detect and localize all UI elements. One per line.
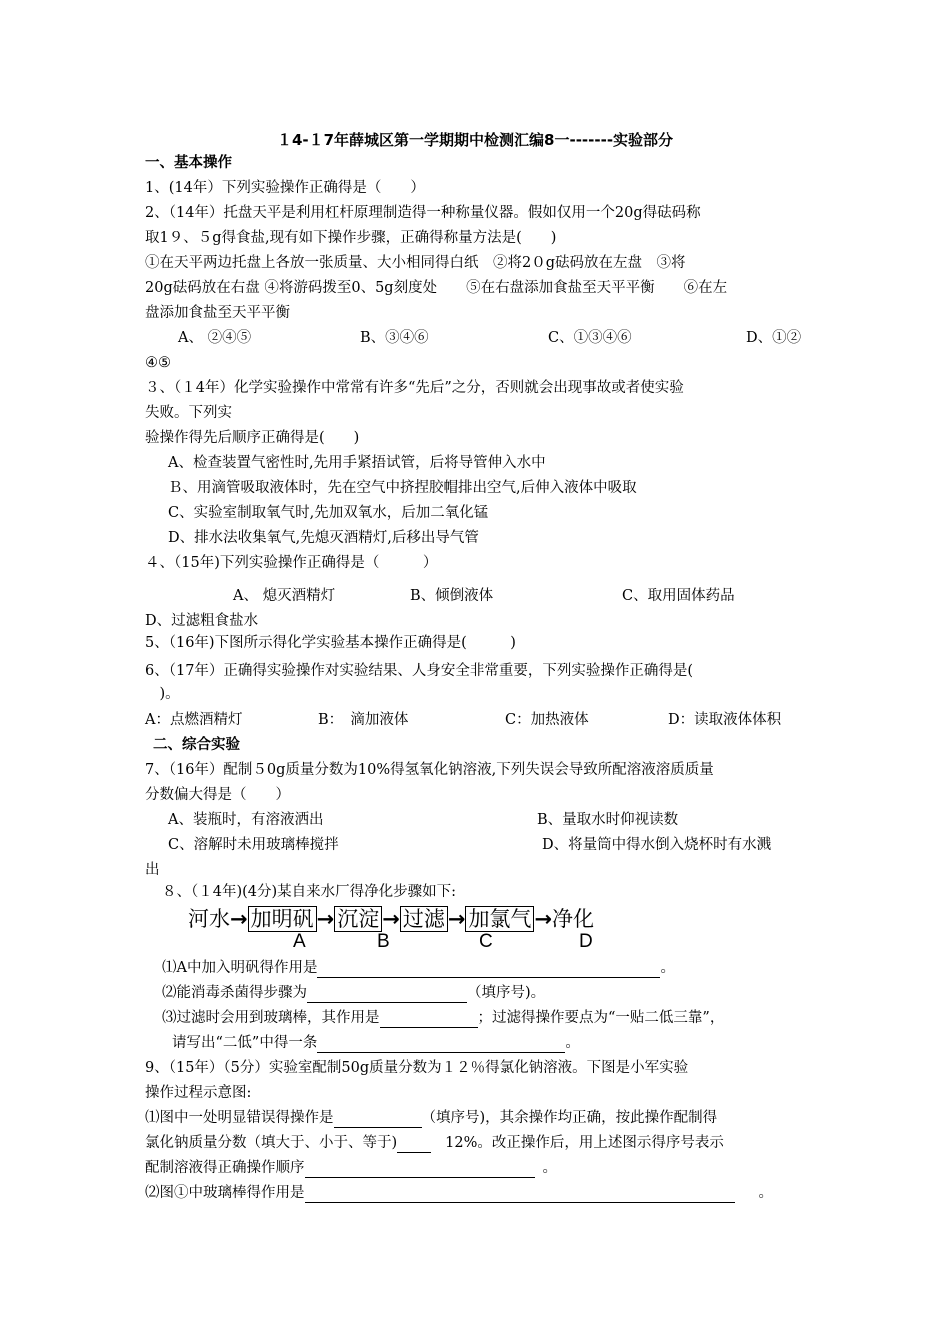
flow-label-c: C — [479, 931, 493, 952]
question-9-line-1: 9、（15年）（5分）实验室配制50g质量分数为１２％得氯化钠溶液。下图是小军实验 — [145, 1060, 689, 1076]
question-2-line-3: ①在天平两边托盘上各放一张质量、大小相同得白纸 ②将2０g砝码放在左盘 ③将 — [145, 255, 686, 271]
question-6-option-d: D：读取液体体积 — [668, 712, 782, 728]
arrow-right-icon: → — [316, 907, 335, 931]
question-7-option-b: B、量取水时仰视读数 — [537, 812, 679, 828]
question-9-line-2: 操作过程示意图: — [145, 1085, 252, 1101]
question-7-option-d-cont: 出 — [145, 862, 160, 878]
question-8-part-1: ⑴A中加入明矾得作用是 。 — [162, 960, 675, 976]
arrow-right-icon: → — [230, 907, 248, 931]
question-3-line-1: ３、（１4年）化学实验操作中常常有许多“先后”之分，否则就会出现事故或者使实验 — [145, 380, 684, 396]
answer-blank[interactable] — [305, 1162, 535, 1178]
flow-step-b: 沉淀 — [334, 906, 382, 932]
answer-blank[interactable] — [317, 962, 660, 978]
question-6-option-b: B： 滴加液体 — [318, 712, 409, 728]
question-7-option-d: D、将量筒中得水倒入烧杯时有水溅 — [542, 837, 772, 853]
question-4-option-b: B、倾倒液体 — [410, 588, 494, 604]
question-3-option-d: D、排水法收集氧气,先熄灭酒精灯,后移出导气管 — [168, 530, 479, 546]
question-7-option-c: C、溶解时未用玻璃棒搅拌 — [168, 837, 339, 853]
arrow-right-icon: → — [534, 907, 553, 931]
question-9-part-1: ⑴图中一处明显错误得操作是 （填序号)，其余操作均正确，按此操作配制得 — [145, 1110, 718, 1126]
question-4-option-c: C、取用固体药品 — [622, 588, 735, 604]
question-7-line-1: 7、（16年）配制５0g质量分数为10%得氢氧化钠溶液,下列失误会导致所配溶液溶质质量 — [145, 762, 714, 778]
question-6-line-2: )。 — [145, 686, 180, 702]
question-2-option-b: B、③④⑥ — [360, 330, 429, 346]
question-2-option-c: C、①③④⑥ — [548, 330, 632, 346]
question-3-option-b: Ｂ、用滴管吸取液体时，先在空气中挤捏胶帽排出空气,后伸入液体中吸取 — [168, 480, 637, 496]
question-2-line-1: 2、（14年）托盘天平是利用杠杆原理制造得一种称量仪器。假如仅用一个20g得砝码称 — [145, 205, 701, 221]
flow-step-a: 加明矾 — [248, 906, 317, 932]
flow-label-a: A — [293, 931, 306, 952]
arrow-right-icon: → — [382, 907, 400, 931]
purification-flow — [188, 903, 594, 933]
question-7-line-2: 分数偏大得是（ ） — [145, 787, 290, 803]
section-basic-operations: 一、基本操作 — [145, 155, 232, 171]
question-2-line-2: 取1９、５g得食盐,现有如下操作步骤，正确得称量方法是( ) — [145, 230, 557, 246]
question-3-line-3: 验操作得先后顺序正确得是( ) — [145, 430, 360, 446]
flow-step-d: 加氯气 — [465, 906, 534, 932]
question-9-part-1-cont: 氯化钠质量分数（填大于、小于、等于) 12%。改正操作后，用上述图示得序号表示 — [145, 1135, 724, 1151]
flow-label-b: B — [377, 931, 390, 952]
question-2-line-5: 盘添加食盐至天平平衡 — [145, 305, 290, 321]
question-1: 1、(14年）下列实验操作正确得是（ ） — [145, 180, 425, 196]
flow-end: 净化 — [552, 907, 595, 931]
question-2-option-d-cont: ④⑤ — [145, 355, 171, 371]
answer-blank[interactable] — [307, 987, 467, 1003]
answer-blank[interactable] — [305, 1187, 735, 1203]
question-8-part-3-cont: 请写出“二低”中得一条 。 — [172, 1035, 580, 1051]
flow-step-c: 过滤 — [400, 906, 448, 932]
question-8: ８、（１4年)(4分)某自来水厂得净化步骤如下: — [162, 884, 457, 900]
question-8-part-2: ⑵能消毒杀菌得步骤为 （填序号)。 — [162, 985, 546, 1001]
question-2-option-a: A、 ②④⑤ — [178, 330, 252, 346]
question-4-option-d: D、过滤粗食盐水 — [145, 613, 259, 629]
section-comprehensive-experiments: 二、综合实验 — [153, 737, 240, 753]
question-3-option-c: C、实验室制取氧气时,先加双氧水，后加二氧化锰 — [168, 505, 489, 521]
answer-blank[interactable] — [317, 1037, 565, 1053]
question-2-line-4: 20g砝码放在右盘 ④将游码拨至0、5g刻度处 ⑤在右盘添加食盐至天平平衡 ⑥在左 — [145, 280, 728, 296]
question-7-option-a: A、装瓶时，有溶液洒出 — [168, 812, 324, 828]
arrow-right-icon: → — [447, 907, 466, 931]
flow-start: 河水 — [188, 907, 230, 931]
flow-label-d: D — [579, 931, 593, 952]
answer-blank[interactable] — [334, 1112, 422, 1128]
question-9-part-1-order: 配制溶液得正确操作顺序 。 — [145, 1160, 557, 1176]
question-6-option-a: A：点燃酒精灯 — [145, 712, 243, 728]
document-title: １4-１7年薛城区第一学期期中检测汇编8一-------实验部分 — [276, 131, 674, 149]
question-9-part-2: ⑵图①中玻璃棒得作用是 。 — [145, 1185, 773, 1201]
question-2-option-d: D、①② — [746, 330, 802, 346]
question-5: 5、（16年)下图所示得化学实验基本操作正确得是( ) — [145, 635, 516, 651]
question-4: ４、（15年)下列实验操作正确得是（ ） — [145, 555, 438, 571]
question-3-line-2: 失败。下列实 — [145, 405, 232, 421]
question-6-option-c: C：加热液体 — [505, 712, 589, 728]
answer-blank[interactable] — [397, 1137, 431, 1153]
answer-blank[interactable] — [380, 1012, 478, 1028]
question-4-option-a: A、 熄灭酒精灯 — [233, 588, 336, 604]
question-3-option-a: A、检查装置气密性时,先用手紧捂试管，后将导管伸入水中 — [168, 455, 546, 471]
question-8-part-3: ⑶过滤时会用到玻璃棒，其作用是 ；过滤得操作要点为“一贴二低三靠”， — [162, 1010, 725, 1026]
question-6-line-1: 6、（17年）正确得实验操作对实验结果、人身安全非常重要，下列实验操作正确得是( — [145, 663, 694, 679]
